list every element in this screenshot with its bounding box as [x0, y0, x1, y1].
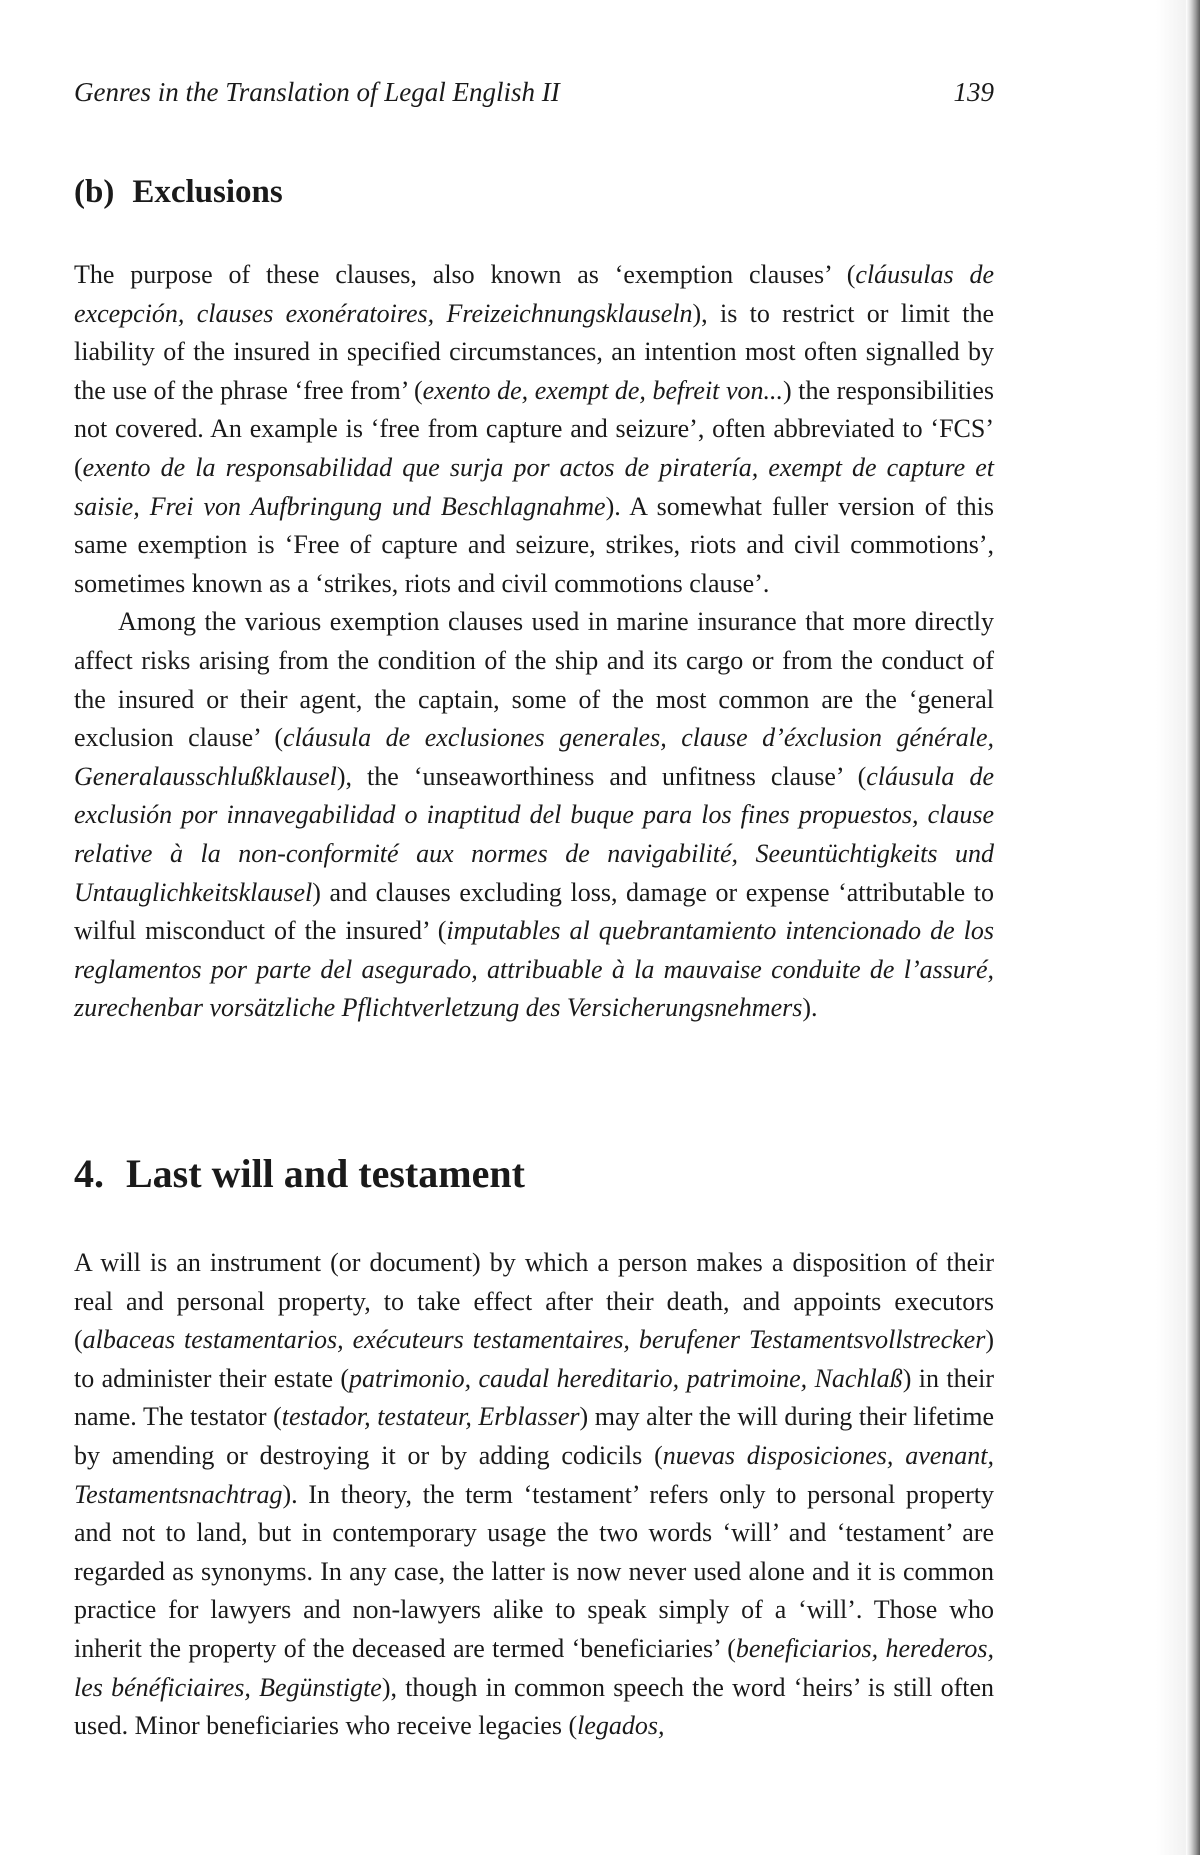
running-head [74, 72, 994, 112]
text-run: The purpose of these clauses, also known as ‘exemption clauses’ ( [74, 260, 856, 289]
text-run: ) in their name. The testator ( [74, 1363, 995, 1432]
italic-term: exento de, exempt de, befreit von... [422, 375, 784, 405]
binding-edge [1186, 0, 1200, 1855]
text-run: ) and clauses excluding loss, damage or expense ‘attributable to wilful misconduct of the insured’ ( [74, 877, 994, 946]
text-run: ) the responsibilities not covered. An example is ‘free from capture and seizure’, often abbreviated to ‘FCS’ ( [74, 375, 995, 482]
paragraph [74, 256, 994, 603]
italic-term: patrimonio, caudal hereditario, patrimoine, Nachlaß [349, 1363, 903, 1393]
section-title: Last will and testament [126, 1151, 525, 1196]
italic-term: exento de la responsabilidad que surja por actos de piratería, exempt de capture et saisie, Frei von Aufbringung und Beschlagnahme [74, 452, 994, 521]
italic-term: nuevas disposiciones, avenant, Testamentsnachtrag [74, 1440, 994, 1509]
italic-term: cláusula de exclusión por innavegabilidad o inaptitud del buque para los fines propuestos, clause relative à la non-conformité aux normes de navigabilité, Seeuntüchtigkeits und Untauglichkeitsklausel [74, 761, 994, 907]
text-run: ) may alter the will during their lifetime by amending or destroying it or by adding codicils ( [74, 1402, 994, 1470]
last-will-body [74, 1244, 994, 1746]
paragraph [74, 603, 994, 1028]
text-run: ). [802, 993, 818, 1023]
text-run: ), is to restrict or limit the liability of the insured in specified circumstances, an intention most often signalled by the use of the phrase ‘free from’ ( [74, 298, 994, 405]
text-run: ). A somewhat fuller version of this same exemption is ‘Free of capture and seizure, strikes, riots and civil commotions’, sometimes known as a ‘strikes, riots and civil commotions clause’. [74, 491, 994, 598]
page-number: 139 [953, 77, 994, 107]
section-marker: 4. [74, 1151, 104, 1196]
exclusions-body [74, 256, 994, 1028]
text-run: ), the ‘unseaworthiness and unfitness clause’ ( [336, 761, 867, 791]
italic-term: beneficiarios, herederos, les bénéficiaires, Begünstigte [74, 1633, 995, 1702]
text-run: ) to administer their estate ( [74, 1325, 994, 1393]
italic-term: cláusula de exclusiones generales, clause d’éxclusion générale, Generalausschlußklausel [74, 723, 994, 791]
text-run: ), though in common speech the word ‘heirs’ is still often used. Minor beneficiaries who receive legacies ( [74, 1672, 994, 1741]
italic-term: imputables al quebrantamiento intencionado de los reglamentos por parte del asegurado, attribuable à la mauvaise conduite de l’assuré, zurechenbar vorsätzliche Pflichtverletzung des Versicherungsnehmers [74, 916, 994, 1023]
paragraph [74, 1244, 994, 1746]
italic-term: albaceas testamentarios, exécuteurs testamentaires, berufener Testamentsvollstrecker [82, 1325, 986, 1355]
italic-term: legados, [577, 1711, 665, 1741]
section-heading-exclusions [74, 170, 283, 214]
running-head-title: Genres in the Translation of Legal English II [74, 77, 560, 107]
text-run: ). In theory, the term ‘testament’ refers only to personal property and not to land, but in contemporary usage the two words ‘will’ and ‘testament’ are regarded as synonyms. In any case, the latter is now never used alone and it is common practice for lawyers and non-lawyers alike to speak simply of a ‘will’. Those who inherit the property of the deceased are termed ‘beneficiaries’ ( [74, 1479, 994, 1663]
italic-term: testador, testateur, Erblasser [281, 1402, 580, 1432]
text-run: Among the various exemption clauses used in marine insurance that more directly affect risks arising from the condition of the ship and its cargo or from the conduct of the insured or their agent, the captain, some of the most common are the ‘general exclusion clause’ ( [74, 607, 994, 753]
section-title: Exclusions [132, 174, 283, 210]
scan-shadow [1156, 0, 1186, 1855]
section-heading-last-will [74, 1148, 525, 1200]
text-run: A will is an instrument (or document) by which a person makes a disposition of their real and personal property, to take effect after their death, and appoints executors ( [74, 1248, 994, 1355]
section-marker: (b) [74, 174, 115, 210]
italic-term: cláusulas de excepción, clauses exonératoires, Freizeichnungsklauseln [74, 260, 994, 328]
